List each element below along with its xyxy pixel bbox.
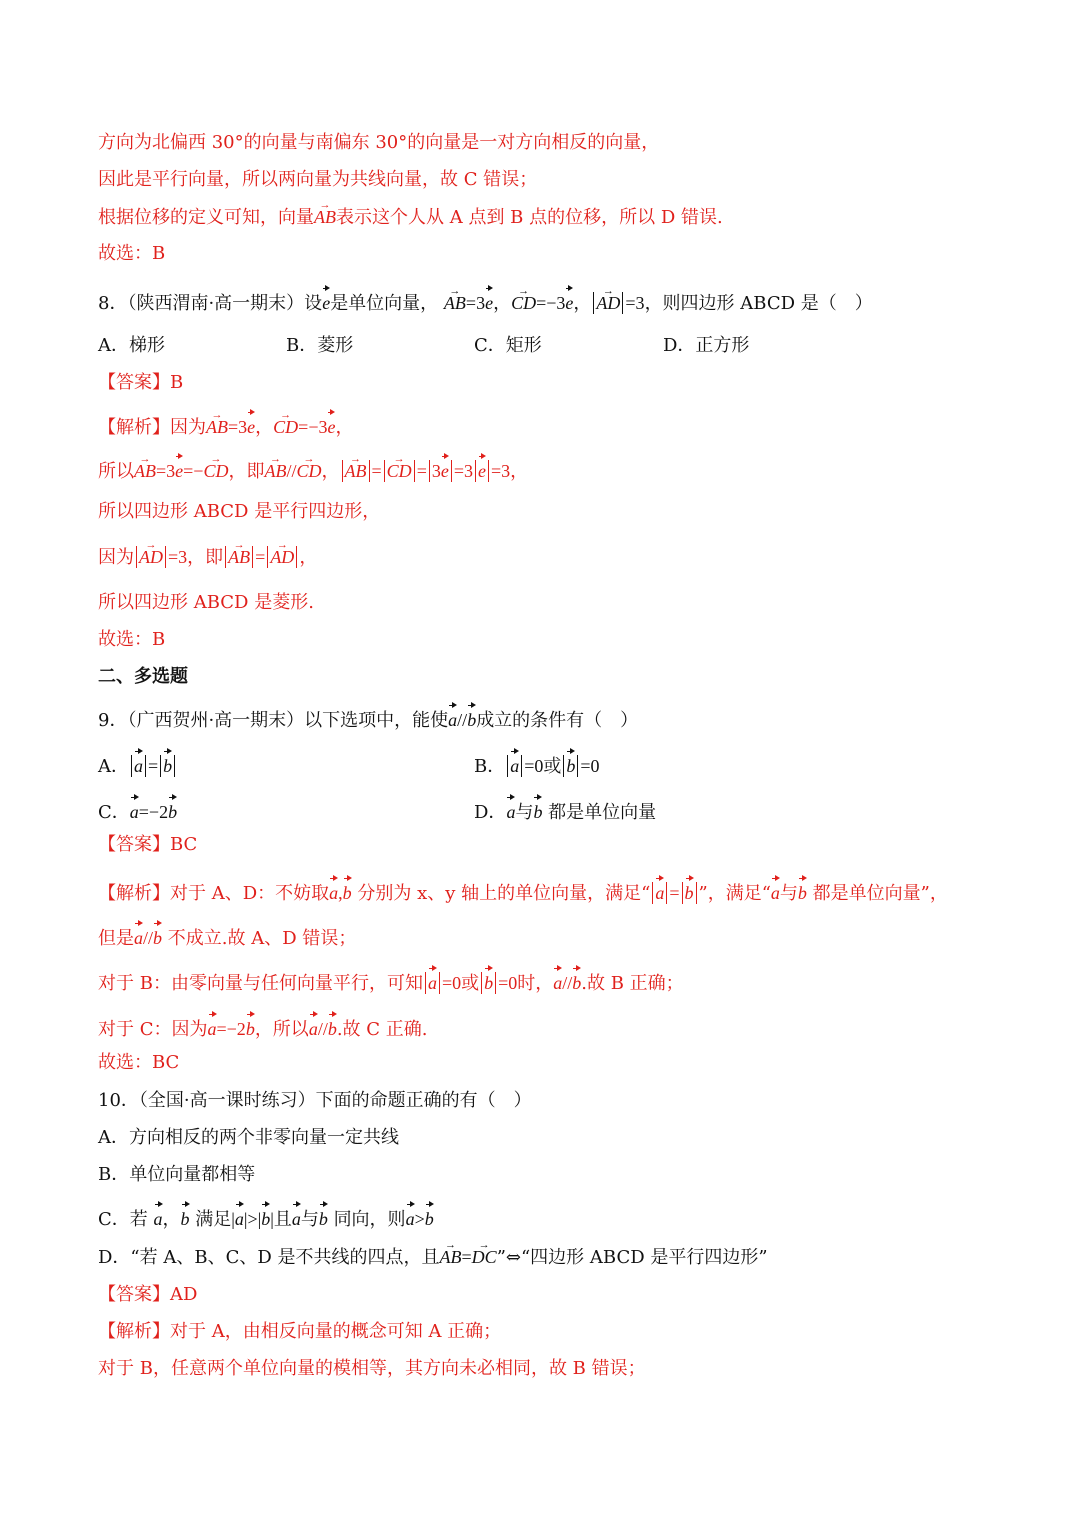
- text-fragment: 或: [543, 756, 562, 777]
- answer-label: 【答案】BC: [98, 834, 198, 855]
- text-fragment: 时，: [517, 973, 554, 994]
- text-fragment: ，即: [187, 547, 224, 568]
- text-fragment: 因为: [98, 547, 134, 568]
- option-d: D．正方形: [663, 335, 750, 356]
- analysis-line: 所以→ AB=3e=−→ CD，即→ AB//→ CD，→ AB =→ CD = 3e =3 e =3，: [98, 454, 528, 485]
- option-c: C．a=−2b: [98, 795, 177, 826]
- analysis-line: 所以四边形 ABCD 是菱形.: [98, 592, 314, 613]
- answer-label: 【答案】AD: [98, 1284, 198, 1305]
- text-fragment: ，则四边形 ABCD 是（ ）: [644, 293, 873, 314]
- vector-e: e: [322, 286, 330, 316]
- option-c: C．矩形: [474, 335, 542, 356]
- text-fragment: 成立的条件有（ ）: [476, 710, 639, 731]
- text-fragment: 但是: [98, 928, 134, 949]
- text-fragment: 根据位移的定义可知，向量: [98, 207, 314, 228]
- text-fragment: 【解析】: [98, 1321, 170, 1342]
- text-fragment: 是单位向量，: [330, 293, 439, 314]
- text-fragment: D．: [474, 802, 507, 823]
- option-a: A．方向相反的两个非零向量一定共线: [98, 1127, 399, 1148]
- question-8-stem: 8．（陕西渭南·高一期末）设e是单位向量， → AB=3e，→ CD=−3e，→ AD =3，则四边形 ABCD 是（ ）: [98, 286, 873, 317]
- option-b: B．菱形: [286, 335, 354, 356]
- text-fragment: 对于 C：因为: [98, 1019, 208, 1040]
- text-fragment: 且: [273, 1209, 292, 1230]
- analysis-line: 【解析】对于 A、D：不妨取a,b 分别为 x、y 轴上的单位向量，满足“ a = b ”，满足“a与b 都是单位向量”，: [98, 876, 948, 907]
- analysis-line: [98, 1319, 501, 1345]
- analysis-line: 但是a//b 不成立.故 A、D 错误；: [98, 921, 356, 952]
- text-fragment: 对于 A，由相反向量的概念可知 A 正确；: [170, 1321, 502, 1342]
- text-fragment: 9．（广西贺州·高一期末）以下选项中，能使: [98, 710, 449, 731]
- text-fragment: .故 B 正确；: [581, 973, 684, 994]
- option-a: A． a = b: [98, 749, 177, 780]
- text-fragment: A．: [98, 756, 129, 777]
- final-answer: 故选：BC: [98, 1052, 180, 1073]
- option-a: A．梯形: [98, 335, 165, 356]
- text-fragment: 满足: [195, 1209, 232, 1230]
- text-fragment: 对于 A、D：不妨取: [170, 883, 330, 904]
- text-fragment: 不成立.故 A、D 错误；: [167, 928, 357, 949]
- final-answer: 故选：B: [98, 243, 166, 264]
- option-b: B． a =0或 b =0: [474, 749, 600, 780]
- text-fragment: ，所以: [254, 1019, 309, 1040]
- text-fragment: 对于 B：由零向量与任何向量平行，可知: [98, 973, 423, 994]
- analysis-line: 因为→ AD =3，即→ AB =→ AD ，: [98, 544, 317, 571]
- section-heading: 二、多选题: [98, 666, 188, 687]
- question-9-stem: 9．（广西贺州·高一期末）以下选项中，能使a//b成立的条件有（ ）: [98, 703, 638, 734]
- question-10-stem: 10．（全国·高一课时练习）下面的命题正确的有（ ）: [98, 1090, 532, 1111]
- text-line: 方向为北偏西 30°的向量与南偏东 30°的向量是一对方向相反的向量，: [98, 132, 660, 153]
- option-d: D．“若 A、B、C、D 是不共线的四点，且→ AB=→ DC”⇔“四边形 ABCD 是平行四边形”: [98, 1244, 768, 1271]
- text-fragment: ，即: [228, 461, 265, 482]
- text-fragment: 都是单位向量”，: [812, 883, 948, 904]
- text-fragment: C．若: [98, 1209, 148, 1230]
- text-fragment: 都是单位向量: [548, 802, 657, 823]
- text-fragment: 同向，则: [333, 1209, 406, 1230]
- option-b: B．单位向量都相等: [98, 1164, 256, 1185]
- option-d: D．a与b 都是单位向量: [474, 795, 656, 826]
- text-fragment: D．“若 A、B、C、D 是不共线的四点，且: [98, 1247, 440, 1268]
- text-fragment: B．: [474, 756, 506, 777]
- option-c: C．若 a，b 满足|a|>|b|且a与b 同向，则a>b: [98, 1202, 434, 1233]
- vector-ab: → AB: [314, 204, 336, 230]
- text-fragment: 【解析】: [98, 417, 170, 438]
- analysis-line: 对于 C：因为a=−2b，所以a//b.故 C 正确.: [98, 1012, 428, 1043]
- analysis-line: 对于 B，任意两个单位向量的模相等，其方向未必相同，故 B 错误；: [98, 1358, 646, 1379]
- answer-label: 【答案】B: [98, 372, 184, 393]
- analysis-line: 所以四边形 ABCD 是平行四边形，: [98, 501, 381, 522]
- text-fragment: 表示这个人从 A 点到 B 点的位移，所以 D 错误.: [336, 207, 723, 228]
- text-fragment: 【解析】: [98, 883, 170, 904]
- text-fragment: 所以: [98, 461, 134, 482]
- text-fragment: C．: [98, 802, 130, 823]
- text-line: [98, 204, 723, 231]
- text-line: 因此是平行向量，所以两向量为共线向量，故 C 错误；: [98, 169, 538, 190]
- text-fragment: 分别为 x、y 轴上的单位向量，满足“: [357, 883, 651, 904]
- text-fragment: .故 C 正确.: [336, 1019, 428, 1040]
- analysis-line: 【解析】因为→ AB=3e，→ CD=−3e，: [98, 410, 353, 441]
- final-answer: 故选：B: [98, 629, 166, 650]
- text-fragment: ”，满足“: [698, 883, 771, 904]
- text-fragment: 因为: [170, 417, 206, 438]
- text-fragment: ”⇔“四边形 ABCD 是平行四边形”: [496, 1247, 768, 1268]
- text-fragment: 或: [461, 973, 480, 994]
- text-fragment: 8．（陕西渭南·高一期末）设: [98, 293, 323, 314]
- analysis-line: 对于 B：由零向量与任何向量平行，可知 a =0或 b =0时，a//b.故 B 正确；: [98, 966, 684, 997]
